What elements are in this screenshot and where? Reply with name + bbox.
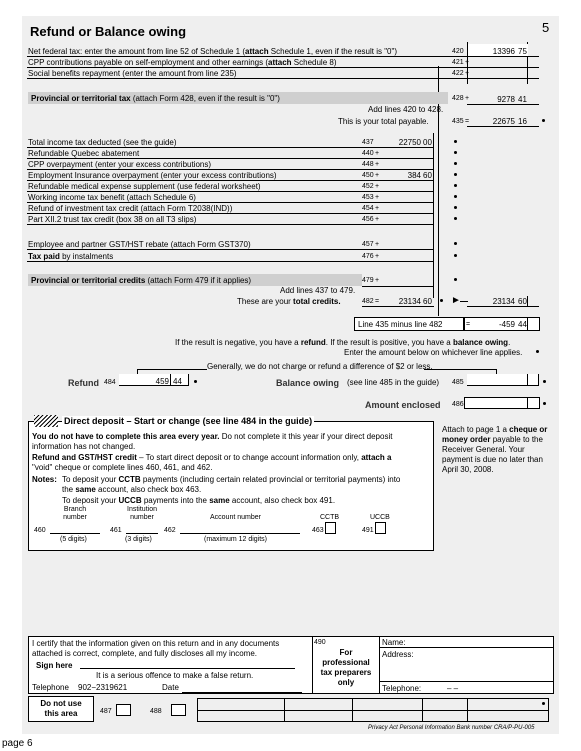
line-code-453: 453 bbox=[362, 194, 374, 201]
code-488: 488 bbox=[150, 708, 162, 715]
line-code-486: 486 bbox=[452, 401, 464, 408]
provincial-tax-label: Provincial or territorial tax (attach Form 428, even if the result is "0") bbox=[31, 94, 280, 103]
amount-enclosed-label: Amount enclosed bbox=[365, 400, 441, 410]
code-462: 462 bbox=[164, 527, 176, 534]
institution-number-label: Institution number bbox=[127, 506, 157, 521]
sign-454: + bbox=[375, 205, 380, 212]
line-code-422: 422 bbox=[452, 70, 464, 77]
bullet-454 bbox=[454, 206, 457, 209]
certify-line1: I certify that the information given on this return and in any documents bbox=[32, 639, 280, 648]
line-code-476: 476 bbox=[362, 253, 374, 260]
bullet-437 bbox=[454, 140, 457, 143]
dd-notes-label: Notes: bbox=[32, 475, 57, 484]
code-487: 487 bbox=[100, 708, 112, 715]
line-code-485: 485 bbox=[452, 379, 464, 386]
field-487 bbox=[116, 704, 131, 716]
sign-421: + bbox=[465, 59, 470, 66]
preparer-label: For professional tax preparers only bbox=[320, 648, 372, 687]
tax-form-page bbox=[22, 16, 559, 734]
line-code-456: 456 bbox=[362, 216, 374, 223]
line-code-421: 421 bbox=[452, 59, 464, 66]
total-payable-label: This is your total payable. bbox=[338, 117, 429, 126]
credit-label-450: Employment Insurance overpayment (enter your excess contributions) bbox=[28, 171, 277, 180]
amount-435-cents: 16 bbox=[518, 117, 527, 126]
refund-dollars: 459 bbox=[155, 377, 169, 386]
bullet-453 bbox=[454, 195, 457, 198]
line-code-454: 454 bbox=[362, 205, 374, 212]
amount-482b-dollars: 23134 bbox=[492, 297, 515, 306]
refund-label: Refund bbox=[68, 378, 99, 388]
total-credits-label: These are your total credits. bbox=[237, 297, 341, 306]
dd-p2-line1: Refund and GST/HST credit – To start direct deposit or to change account information only, attach a bbox=[32, 453, 392, 462]
credit-label-452: Refundable medical expense supplement (use federal worksheet) bbox=[28, 182, 261, 191]
sign-482: = bbox=[375, 298, 380, 305]
certify-line2: attached is correct, complete, and fully discloses all my income. bbox=[32, 649, 257, 658]
sign-here-label: Sign here bbox=[36, 661, 73, 670]
telephone-label: Telephone bbox=[32, 683, 69, 692]
dd-note2: To deposit your UCCB payments into the same account, also check box 491. bbox=[62, 496, 336, 505]
code-460: 460 bbox=[34, 527, 46, 534]
branch-number-label: Branch number bbox=[63, 506, 87, 521]
uccb-label: UCCB bbox=[370, 514, 390, 521]
preparer-telephone-dashes: – – bbox=[447, 684, 459, 693]
bullet-435 bbox=[542, 119, 545, 122]
sign-457: + bbox=[375, 241, 380, 248]
institution-digits: (3 digits) bbox=[125, 536, 152, 543]
dd-note1-line1: To deposit your CCTB payments (including certain related provincial or territorial payments) into bbox=[62, 475, 401, 484]
institution-number-field[interactable] bbox=[126, 522, 158, 534]
sign-440: + bbox=[375, 150, 380, 157]
line-421-label: CPP contributions payable on self-employment and other earnings (attach Schedule 8) bbox=[28, 58, 337, 67]
credit-label-456: Part XII.2 trust tax credit (box 38 on all T3 slips) bbox=[28, 215, 197, 224]
add-lines-437-479: Add lines 437 to 479. bbox=[280, 286, 356, 295]
bullet-450 bbox=[454, 173, 457, 176]
code-461: 461 bbox=[110, 527, 122, 534]
credit-label-437: Total income tax deducted (see the guide) bbox=[28, 138, 177, 147]
line-code-482: 482 bbox=[362, 298, 374, 305]
result-text-1: If the result is negative, you have a refund. If the result is positive, you have a balance owing. bbox=[175, 338, 511, 347]
do-not-use-label: Do not use this area bbox=[40, 699, 82, 718]
sign-435: = bbox=[465, 118, 470, 125]
account-digits: (maximum 12 digits) bbox=[204, 536, 268, 543]
amount-482b-cents: 60 bbox=[518, 297, 527, 306]
branch-number-field[interactable] bbox=[50, 522, 100, 534]
amount-420-cents: 75 bbox=[518, 47, 527, 56]
balance-owing-note: (see line 485 in the guide) bbox=[347, 378, 440, 387]
bullet-476 bbox=[454, 254, 457, 257]
bullet-482 bbox=[440, 299, 443, 302]
privacy-note: Privacy Act Personal Information Bank number CRA/P-PU-005 bbox=[368, 725, 535, 731]
bullet-486 bbox=[543, 402, 546, 405]
offence-note: It is a serious offence to make a false return. bbox=[96, 671, 254, 680]
dd-note1-line2: the same account, also check box 463. bbox=[62, 485, 202, 494]
line-code-435: 435 bbox=[452, 118, 464, 125]
code-490: 490 bbox=[314, 639, 326, 646]
page-label: page 6 bbox=[2, 738, 33, 749]
credit-label-440: Refundable Quebec abatement bbox=[28, 149, 140, 158]
credit-label-454: Refund of investment tax credit (attach Form T2038(IND)) bbox=[28, 204, 233, 213]
preparer-name-label: Name: bbox=[382, 638, 406, 647]
line-code-448: 448 bbox=[362, 161, 374, 168]
bullet-452 bbox=[454, 184, 457, 187]
uccb-checkbox[interactable] bbox=[375, 522, 386, 534]
difference-dollars: -459 bbox=[498, 320, 515, 329]
result-text-2: Enter the amount below on whichever line applies. bbox=[344, 348, 523, 357]
account-number-field[interactable] bbox=[180, 522, 300, 534]
cctb-checkbox[interactable] bbox=[325, 522, 336, 534]
line-code-428: 428 bbox=[452, 95, 464, 102]
bullet-479 bbox=[454, 278, 457, 281]
amount-420-dollars: 13396 bbox=[492, 47, 515, 56]
credit-label-453: Working income tax benefit (attach Schedule 6) bbox=[28, 193, 196, 202]
bullet-448 bbox=[454, 162, 457, 165]
preparer-telephone-label: Telephone: bbox=[382, 684, 422, 693]
sign-450: + bbox=[375, 172, 380, 179]
preparer-address-label: Address: bbox=[382, 650, 414, 659]
account-number-label: Account number bbox=[210, 514, 261, 521]
bullet-enter bbox=[536, 350, 539, 353]
sign-476: + bbox=[375, 253, 380, 260]
page-number: 5 bbox=[542, 20, 550, 35]
dd-p1-line1: You do not have to complete this area every year. Do not complete it this year if your direct deposit bbox=[32, 432, 393, 441]
bullet-485 bbox=[543, 380, 546, 383]
line-code-479: 479 bbox=[362, 277, 374, 284]
amount-435-dollars: 22675 bbox=[492, 117, 515, 126]
refund-cents: 44 bbox=[173, 377, 182, 386]
credit-label-448: CPP overpayment (enter your excess contributions) bbox=[28, 160, 212, 169]
difference-cents: 44 bbox=[518, 320, 527, 329]
attach-note: Attach to page 1 a cheque or money order payable to the Receiver General. Your payment is due no later than April 30, 2008. bbox=[442, 425, 548, 474]
provincial-credits-label: Provincial or territorial credits (attach Form 479 if it applies) bbox=[31, 276, 252, 285]
amount-437-cents: 00 bbox=[423, 138, 432, 147]
dd-p1-line2: information has not changed. bbox=[32, 442, 136, 451]
balance-owing-field[interactable] bbox=[467, 374, 539, 386]
sign-448: + bbox=[375, 161, 380, 168]
cctb-label: CCTB bbox=[320, 514, 340, 521]
amount-enclosed-field[interactable] bbox=[464, 397, 540, 409]
amount-450-cents: 60 bbox=[423, 171, 432, 180]
add-lines-420-428: Add lines 420 to 428. bbox=[368, 105, 444, 114]
line-code-420: 420 bbox=[452, 48, 464, 55]
sign-428: + bbox=[465, 95, 470, 102]
generally-note: Generally, we do not charge or refund a difference of $2 or less. bbox=[207, 362, 433, 371]
telephone-value[interactable]: 902−2319621 bbox=[78, 683, 128, 692]
sign-479: + bbox=[375, 277, 380, 284]
amount-428-dollars: 9278 bbox=[497, 95, 515, 104]
bullet-456 bbox=[454, 217, 457, 220]
direct-deposit-title: Direct deposit – Start or change (see line 484 in the guide) bbox=[64, 416, 313, 426]
line-code-440: 440 bbox=[362, 150, 374, 157]
amount-482-dollars: 23134 bbox=[398, 297, 421, 306]
line-code-450: 450 bbox=[362, 172, 374, 179]
code-491: 491 bbox=[362, 527, 374, 534]
amount-437-dollars: 22750 bbox=[398, 138, 421, 147]
section-title: Refund or Balance owing bbox=[30, 24, 187, 39]
bullet-office bbox=[542, 702, 545, 705]
sign-452: + bbox=[375, 183, 380, 190]
sign-diff: = bbox=[466, 321, 471, 328]
amount-428-cents: 41 bbox=[518, 95, 527, 104]
balance-owing-label: Balance owing bbox=[276, 378, 340, 388]
date-label: Date bbox=[162, 683, 179, 692]
signature-field[interactable] bbox=[80, 658, 295, 669]
direct-deposit-icon bbox=[34, 415, 58, 427]
difference-label: Line 435 minus line 482 bbox=[358, 320, 443, 329]
line-code-437: 437 bbox=[362, 139, 374, 146]
sign-453: + bbox=[375, 194, 380, 201]
line-code-457: 457 bbox=[362, 241, 374, 248]
sign-456: + bbox=[375, 216, 380, 223]
code-463: 463 bbox=[312, 527, 324, 534]
sign-422: + bbox=[465, 70, 470, 77]
field-488 bbox=[171, 704, 186, 716]
branch-digits: (5 digits) bbox=[60, 536, 87, 543]
line-code-484: 484 bbox=[104, 379, 116, 386]
line-420-label: Net federal tax: enter the amount from line 52 of Schedule 1 (attach Schedule 1, even if the result is "0") bbox=[28, 47, 397, 56]
line-422-label: Social benefits repayment (enter the amount from line 235) bbox=[28, 69, 237, 78]
amount-482-cents: 60 bbox=[423, 297, 432, 306]
bullet-484 bbox=[194, 380, 197, 383]
arrow-right-icon: ► bbox=[451, 295, 461, 306]
dd-p2-line2: "void" cheque or complete lines 460, 461, and 462. bbox=[32, 463, 213, 472]
bullet-457 bbox=[454, 242, 457, 245]
line-code-452: 452 bbox=[362, 183, 374, 190]
bullet-440 bbox=[454, 151, 457, 154]
amount-450-dollars: 384 bbox=[407, 171, 421, 180]
credit-label-476: Tax paid by instalments bbox=[28, 252, 114, 261]
credit-label-457: Employee and partner GST/HST rebate (attach Form GST370) bbox=[28, 240, 251, 249]
